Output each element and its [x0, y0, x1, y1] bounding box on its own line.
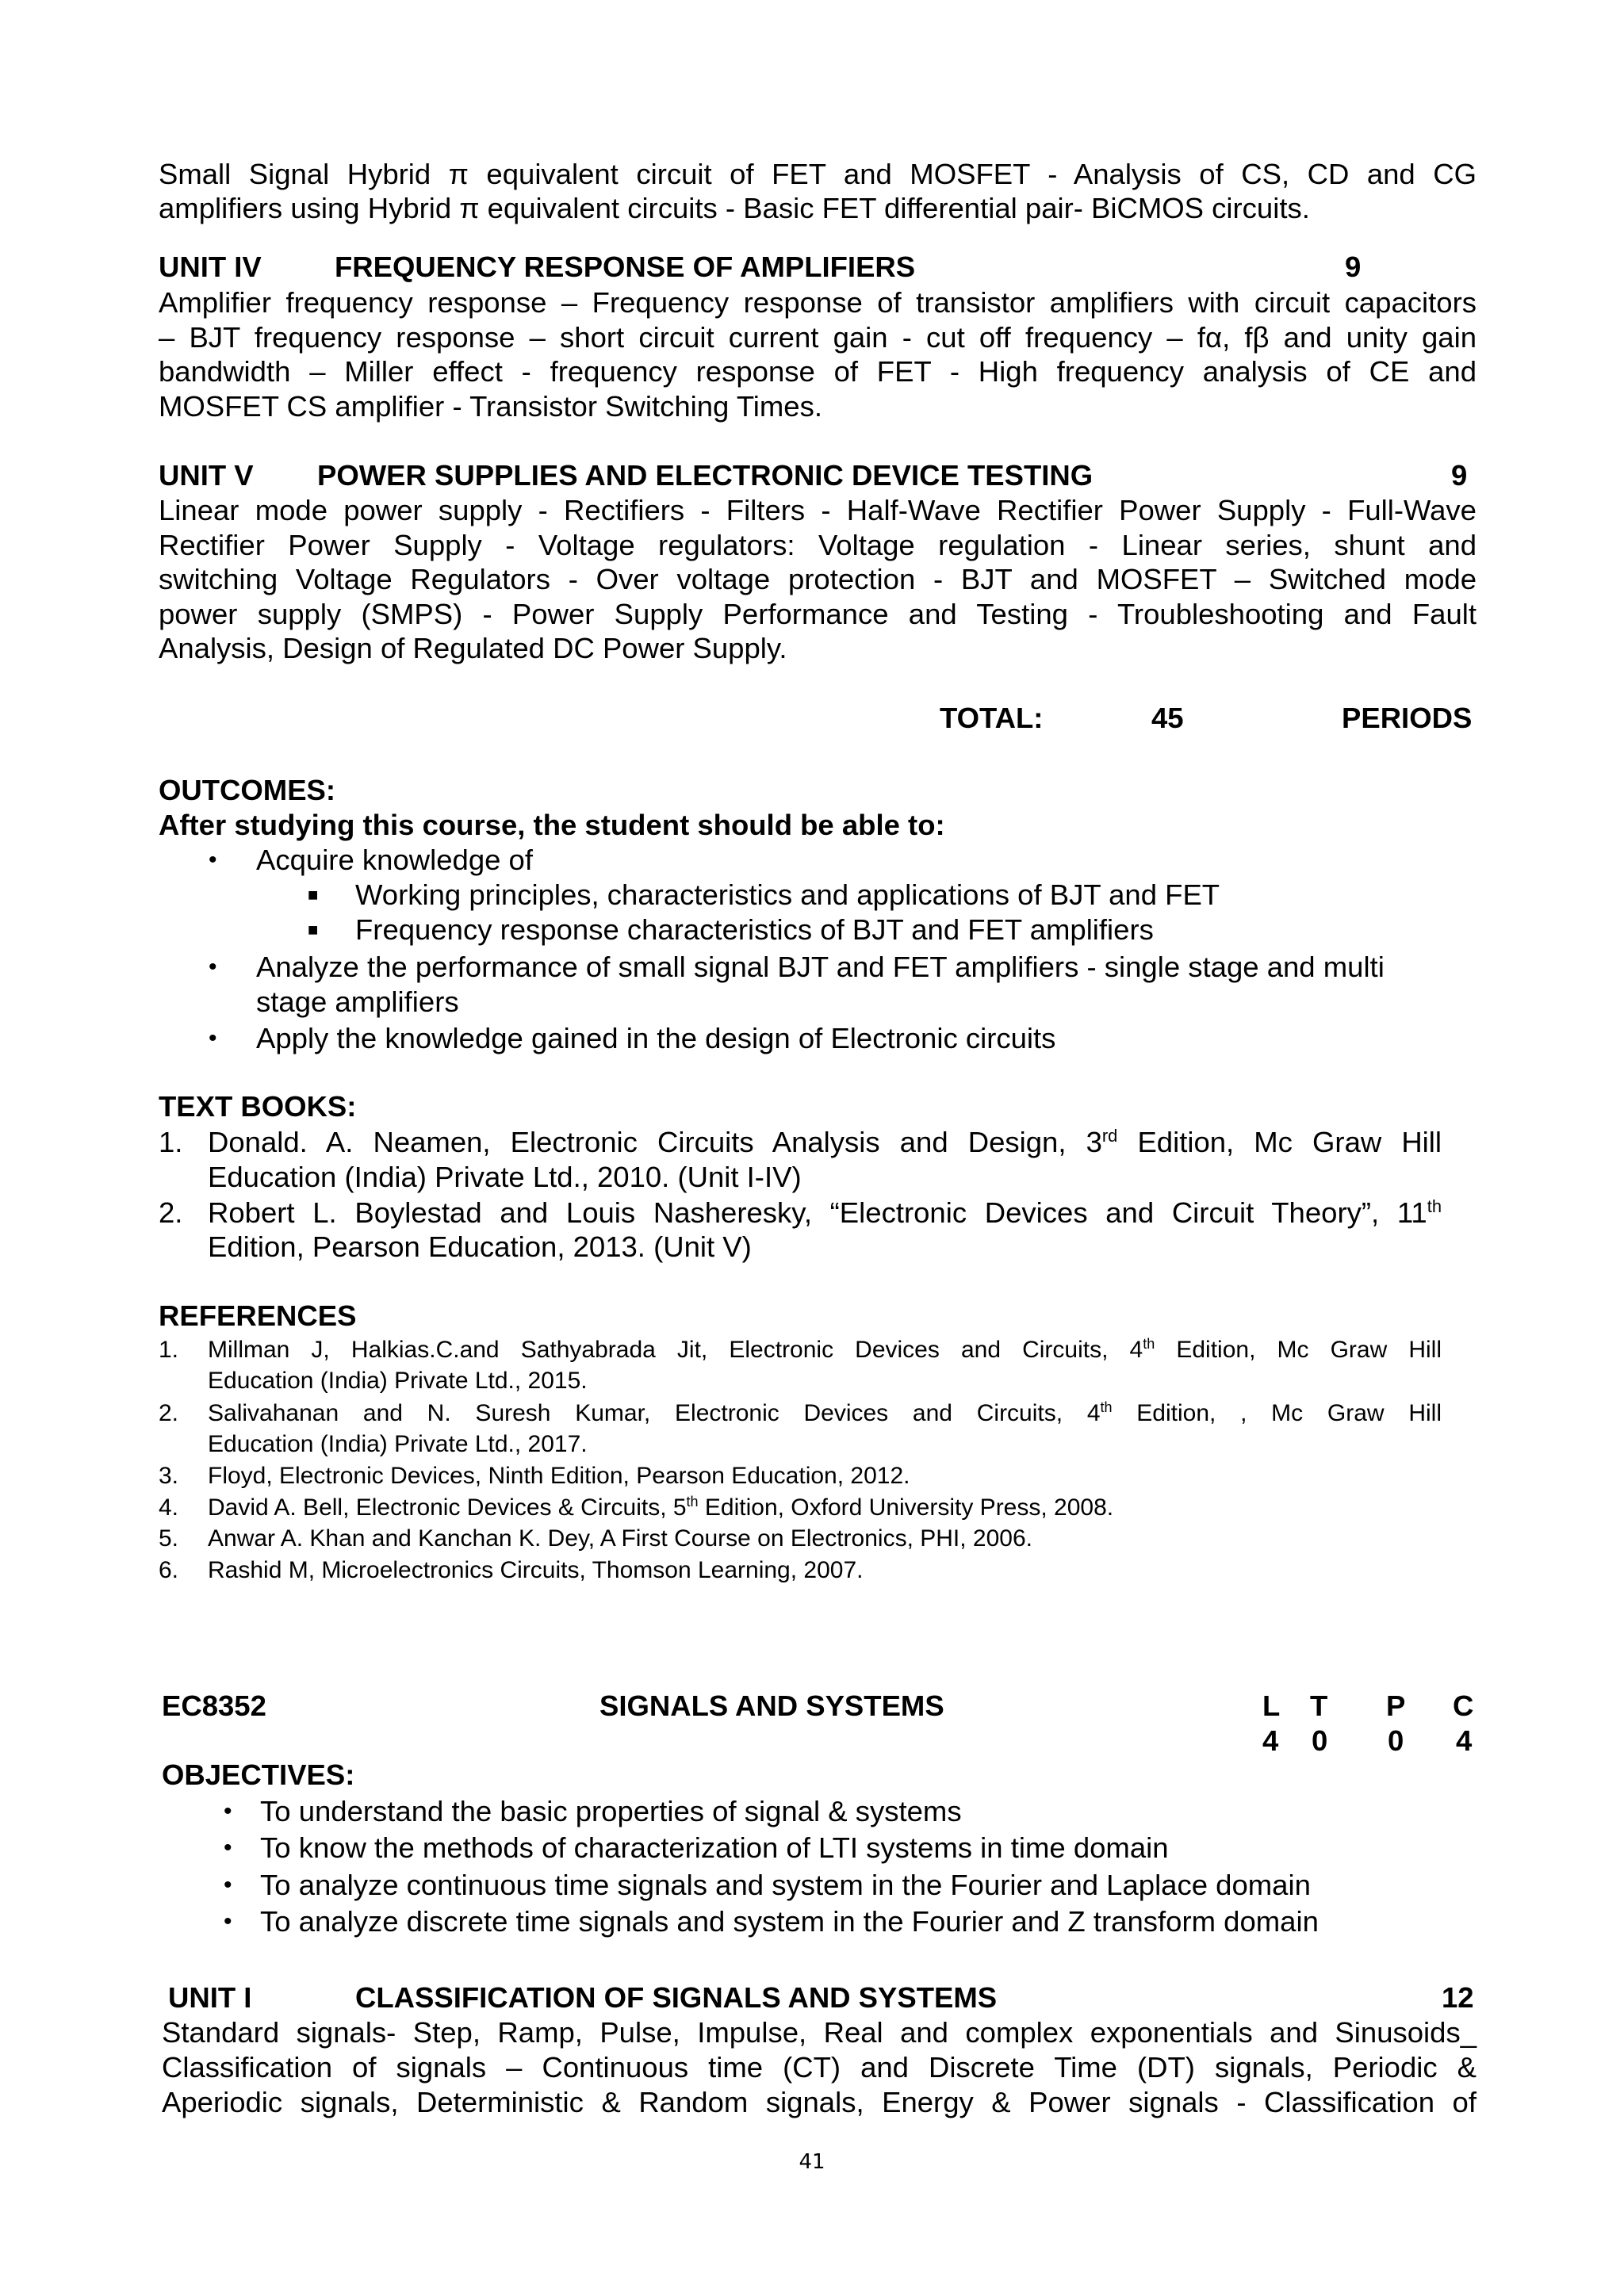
unit4-line: bandwidth – Miller effect - frequency response of FET - High frequency analysis of CE and: [159, 355, 1477, 388]
unit5-label: UNIT V: [159, 459, 254, 492]
textbook-2-continued: Edition, Pearson Education, 2013. (Unit V): [208, 1230, 752, 1263]
intro-line-2: amplifiers using Hybrid π equivalent circuits - Basic FET differential pair- BiCMOS circuits.: [159, 192, 1310, 224]
square-bullet-icon: ■: [308, 920, 319, 939]
textbook-2: Robert L. Boylestad and Louis Nasheresky, “Electronic Devices and Circuit Theory”, 11th: [208, 1196, 1442, 1229]
unit5-line: Rectifier Power Supply - Voltage regulators: Voltage regulation - Linear series, shunt and: [159, 529, 1477, 561]
reference-2-continued: Education (India) Private Ltd., 2017.: [208, 1431, 588, 1457]
reference-6: Rashid M, Microelectronics Circuits, Thomson Learning, 2007.: [208, 1557, 864, 1583]
unit1-line: Standard signals- Step, Ramp, Pulse, Impulse, Real and complex exponentials and Sinusoids_: [162, 2016, 1477, 2049]
unit5-line: Analysis, Design of Regulated DC Power Supply.: [159, 632, 787, 664]
unit1-title: CLASSIFICATION OF SIGNALS AND SYSTEMS: [355, 1981, 998, 2014]
unit4-line: MOSFET CS amplifier - Transistor Switching Times.: [159, 390, 822, 423]
textbook-number: 2.: [159, 1196, 183, 1229]
outcome-item: Acquire knowledge of: [256, 844, 533, 876]
unit1-hours: 12: [1442, 1981, 1474, 2014]
course-title: SIGNALS AND SYSTEMS: [599, 1689, 944, 1722]
reference-number: 5.: [159, 1525, 179, 1552]
reference-number: 4.: [159, 1494, 179, 1521]
total-label: TOTAL:: [940, 702, 1044, 734]
unit4-title: FREQUENCY RESPONSE OF AMPLIFIERS: [335, 251, 916, 283]
ltpc-label-p: P: [1386, 1689, 1406, 1722]
reference-number: 3.: [159, 1463, 179, 1489]
textbook-1: Donald. A. Neamen, Electronic Circuits Analysis and Design, 3rd Edition, Mc Graw Hill: [208, 1125, 1442, 1158]
reference-5: Anwar A. Khan and Kanchan K. Dey, A First Course on Electronics, PHI, 2006.: [208, 1525, 1032, 1552]
unit1-line: Aperiodic signals, Deterministic & Random signals, Energy & Power signals - Classification of: [162, 2086, 1477, 2118]
textbook-number: 1.: [159, 1126, 183, 1158]
outcome-subitem: Frequency response characteristics of BJT and FET amplifiers: [355, 913, 1154, 946]
objective-item: To analyze continuous time signals and system in the Fourier and Laplace domain: [260, 1869, 1311, 1901]
bullet-icon: •: [224, 1872, 232, 1898]
total-value: 45: [1151, 702, 1184, 734]
objectives-heading: OBJECTIVES:: [162, 1758, 355, 1791]
unit5-title: POWER SUPPLIES AND ELECTRONIC DEVICE TESTING: [317, 459, 1094, 492]
outcomes-heading: OUTCOMES:: [159, 774, 336, 806]
unit5-line: switching Voltage Regulators - Over voltage protection - BJT and MOSFET – Switched mode: [159, 563, 1477, 595]
reference-1-continued: Education (India) Private Ltd., 2015.: [208, 1368, 588, 1394]
unit5-line: Linear mode power supply - Rectifiers - Filters - Half-Wave Rectifier Power Supply - Full-Wave: [159, 494, 1477, 526]
outcome-item: Analyze the performance of small signal BJT and FET amplifiers - single stage and multi: [256, 951, 1385, 983]
ltpc-label-l: L: [1262, 1689, 1281, 1722]
reference-number: 6.: [159, 1557, 179, 1583]
outcomes-subheading: After studying this course, the student should be able to:: [159, 809, 945, 841]
intro-line-1: Small Signal Hybrid π equivalent circuit of FET and MOSFET - Analysis of CS, CD and CG: [159, 158, 1477, 190]
square-bullet-icon: ■: [308, 885, 319, 905]
unit5-hours: 9: [1451, 459, 1468, 492]
textbooks-heading: TEXT BOOKS:: [159, 1090, 357, 1123]
unit4-hours: 9: [1345, 251, 1362, 283]
references-heading: REFERENCES: [159, 1299, 357, 1332]
unit1-label: UNIT I: [168, 1981, 252, 2014]
unit4-label: UNIT IV: [159, 251, 262, 283]
unit5-line: power supply (SMPS) - Power Supply Performance and Testing - Troubleshooting and Fault: [159, 598, 1477, 630]
reference-number: 2.: [159, 1400, 179, 1426]
page-number: 41: [799, 2150, 825, 2174]
reference-1: Millman J, Halkias.C.and Sathyabrada Jit, Electronic Devices and Circuits, 4th Edition, Mc Graw Hill: [208, 1336, 1442, 1363]
bullet-icon: •: [224, 1798, 232, 1824]
ltpc-value-t: 0: [1312, 1724, 1328, 1757]
reference-3: Floyd, Electronic Devices, Ninth Edition, Pearson Education, 2012.: [208, 1463, 910, 1489]
objective-item: To analyze discrete time signals and system in the Fourier and Z transform domain: [260, 1905, 1319, 1938]
objective-item: To understand the basic properties of signal & systems: [260, 1795, 962, 1827]
ltpc-value-c: 4: [1456, 1724, 1473, 1757]
outcome-item: Apply the knowledge gained in the design of Electronic circuits: [256, 1022, 1056, 1054]
total-unit: PERIODS: [1342, 702, 1473, 734]
reference-4: David A. Bell, Electronic Devices & Circuits, 5th Edition, Oxford University Press, 2008.: [208, 1494, 1114, 1521]
reference-2: Salivahanan and N. Suresh Kumar, Electronic Devices and Circuits, 4th Edition, , Mc Graw Hill: [208, 1399, 1442, 1426]
bullet-icon: •: [209, 954, 217, 980]
bullet-icon: •: [224, 1908, 232, 1934]
ltpc-label-t: T: [1310, 1689, 1328, 1722]
unit4-line: – BJT frequency response – short circuit current gain - cut off frequency – fα, fβ and unity gain: [159, 321, 1477, 354]
unit1-line: Classification of signals – Continuous time (CT) and Discrete Time (DT) signals, Periodic &: [162, 2051, 1477, 2084]
textbook-1-continued: Education (India) Private Ltd., 2010. (Unit I-IV): [208, 1161, 802, 1193]
bullet-icon: •: [209, 847, 217, 873]
ltpc-label-c: C: [1453, 1689, 1474, 1722]
unit4-line: Amplifier frequency response – Frequency response of transistor amplifiers with circuit capacitors: [159, 286, 1477, 319]
course-code: EC8352: [162, 1689, 266, 1722]
objective-item: To know the methods of characterization of LTI systems in time domain: [260, 1831, 1169, 1864]
bullet-icon: •: [209, 1025, 217, 1051]
ltpc-value-l: 4: [1262, 1724, 1279, 1757]
reference-number: 1.: [159, 1337, 179, 1363]
outcome-item-continued: stage amplifiers: [256, 985, 459, 1018]
outcome-subitem: Working principles, characteristics and applications of BJT and FET: [355, 878, 1220, 911]
bullet-icon: •: [224, 1835, 232, 1861]
ltpc-value-p: 0: [1388, 1724, 1404, 1757]
